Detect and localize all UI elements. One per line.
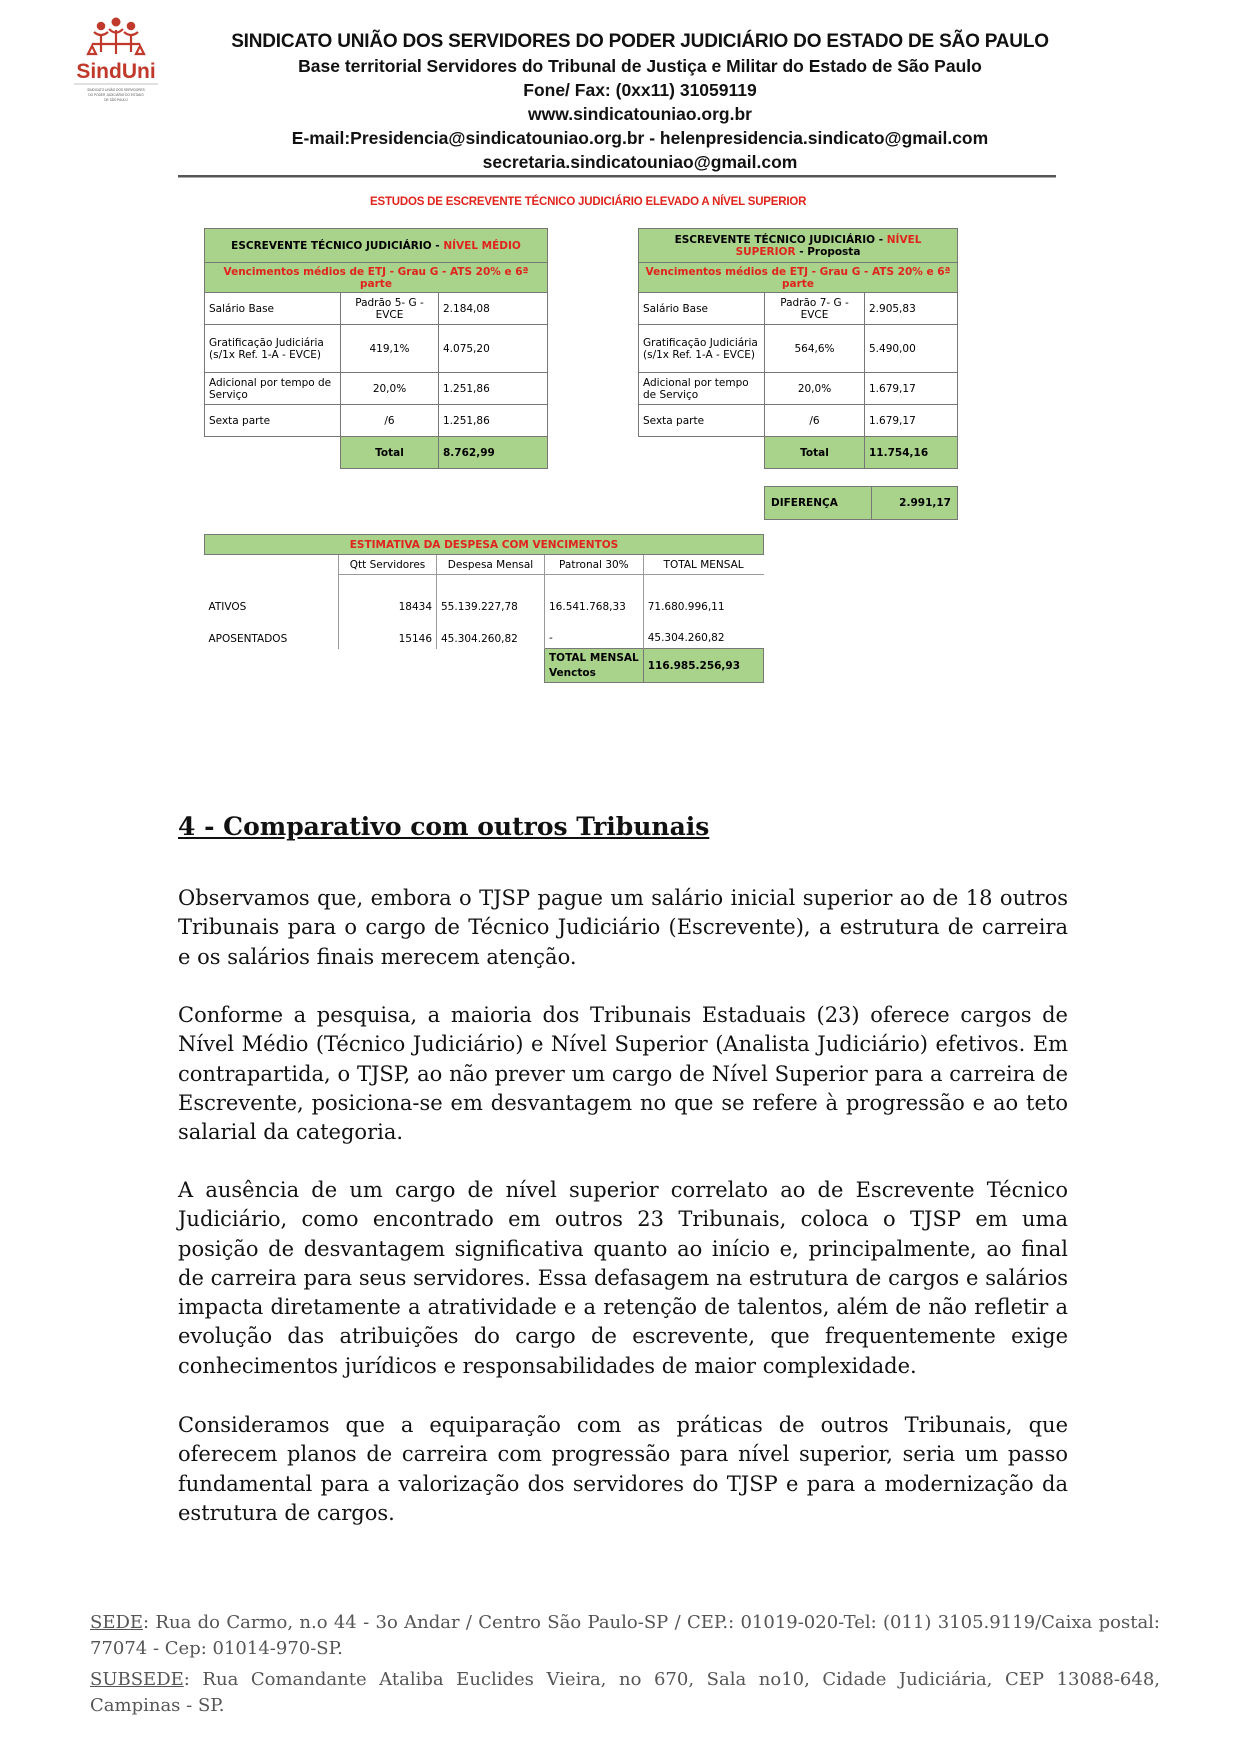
email-line-2[interactable]: secretaria.sindicatouniao@gmail.com [482, 152, 798, 172]
medio-title: ESCREVENTE TÉCNICO JUDICIÁRIO - NÍVEL MÉDIO [205, 229, 548, 263]
sinduni-logo [64, 16, 168, 108]
table-row: Adicional por tempo de Serviço 20,0% 1.251,86 [205, 373, 548, 405]
difference-label: DIFERENÇA [765, 487, 872, 520]
paragraph: A ausência de um cargo de nível superior correlato ao de Escrevente Técnico Judiciário, como encontrado em outros 23 Tribunais, coloca o TJSP em uma posição de desvantagem significativa quanto ao início e, principalmente, ao final de carreira para seus servidores. Essa defasagem na estrutura de cargos e salários impacta diretamente a atratividade e a retenção de talentos, além de não refletir a evolução das atribuições do cargo de escrevente, que frequentemente exige conhecimentos jurídicos e responsabilidades de maior complexidade. [178, 1178, 1068, 1378]
paragraph: Conforme a pesquisa, a maioria dos Tribunais Estaduais (23) oferece cargos de Nível Médio (Técnico Judiciário) e Nível Superior (Analista Judiciário) efetivos. Em contrapartida, o TJSP, ao não prever um cargo de Nível Superior para a carreira de Escrevente, posiciona-se em desvantagem no que se refere à progressão e ao teto salarial da categoria. [178, 1003, 1068, 1145]
base-territorial: Base territorial Servidores do Tribunal de Justiça e Militar do Estado de São Paulo [298, 56, 982, 76]
table-row: Gratificação Judiciária (s/1x Ref. 1-A - EVCE) 564,6% 5.490,00 [639, 325, 958, 373]
estimate-title: ESTIMATIVA DA DESPESA COM VENCIMENTOS [205, 535, 764, 555]
medio-subtitle: Vencimentos médios de ETJ - Grau G - ATS 20% e 6ª parte [205, 263, 548, 293]
table-estimativa [204, 534, 764, 683]
table-row: Salário Base Padrão 5- G - EVCE 2.184,08 [205, 293, 548, 325]
table-row-total: Total 11.754,16 [639, 437, 958, 469]
table-row-total: Total 8.762,99 [205, 437, 548, 469]
subsede-address: : Rua Comandante Ataliba Euclides Vieira, no 670, Sala no10, Cidade Judiciária, CEP 13088-648, Campinas - SP. [90, 1669, 1160, 1716]
logo-text: SindUni [76, 60, 156, 83]
sede-label: SEDE [90, 1612, 144, 1633]
table-row: Gratificação Judiciária (s/1x Ref. 1-A - EVCE) 419,1% 4.075,20 [205, 325, 548, 373]
difference-value: 2.991,17 [871, 487, 957, 520]
table-nivel-superior [638, 228, 958, 469]
table-row: ATIVOS 18434 55.139.227,78 16.541.768,33 71.680.996,11 [205, 597, 764, 617]
table-row: Sexta parte /6 1.679,17 [639, 405, 958, 437]
table-nivel-medio [204, 228, 548, 469]
study-title: ESTUDOS DE ESCREVENTE TÉCNICO JUDICIÁRIO ELEVADO A NÍVEL SUPERIOR [370, 196, 807, 208]
footer-subsede [90, 1667, 1160, 1719]
superior-subtitle: Vencimentos médios de ETJ - Grau G - ATS 20% e 6ª parte [639, 263, 958, 293]
email-line-1[interactable]: E-mail:Presidencia@sindicatouniao.org.br - helenpresidencia.sindicato@gmail.com [291, 128, 989, 148]
paragraph: Observamos que, embora o TJSP pague um salário inicial superior ao de 18 outros Tribunais para o cargo de Técnico Judiciário (Escrevente), a estrutura de carreira e os salários finais merecem atenção. [178, 886, 1068, 969]
table-row-total: TOTAL MENSAL Venctos 116.985.256,93 [205, 649, 764, 683]
section-title: 4 - Comparativo com outros Tribunais [178, 812, 710, 841]
table-row: Salário Base Padrão 7- G - EVCE 2.905,83 [639, 293, 958, 325]
svg-text:DE SÃO PAULO: DE SÃO PAULO [104, 98, 128, 102]
difference-box [764, 486, 958, 520]
table-row: Adicional por tempo de Serviço 20,0% 1.679,17 [639, 373, 958, 405]
salary-study-figure [0, 190, 1240, 680]
footer-sede [90, 1610, 1160, 1662]
table-row: Sexta parte /6 1.251,86 [205, 405, 548, 437]
sinduni-logo-mark [64, 16, 168, 108]
superior-title: ESCREVENTE TÉCNICO JUDICIÁRIO - NÍVEL SUPERIOR - Proposta [639, 229, 958, 263]
table-row: APOSENTADOS 15146 45.304.260,82 - 45.304.260,82 [205, 629, 764, 649]
sede-address: : Rua do Carmo, n.o 44 - 3o Andar / Centro São Paulo-SP / CEP.: 01019-020-Tel: (011) 3105.9119/Caixa postal: 77074 - Cep: 01014-970-SP. [90, 1612, 1160, 1659]
subsede-label: SUBSEDE [90, 1669, 184, 1690]
estimate-header-row: Qtt Servidores Despesa Mensal Patronal 30% TOTAL MENSAL [205, 555, 764, 575]
svg-text:SINDICATO UNIÃO DOS SERVIDORES: SINDICATO UNIÃO DOS SERVIDORES [87, 88, 145, 92]
phone: Fone/ Fax: (0xx11) 31059119 [523, 80, 757, 100]
org-name: SINDICATO UNIÃO DOS SERVIDORES DO PODER JUDICIÁRIO DO ESTADO DE SÃO PAULO [231, 31, 1049, 52]
paragraph: Consideramos que a equiparação com as práticas de outros Tribunais, que oferecem planos de carreira com progressão para nível superior, seria um passo fundamental para a valorização dos servidores do TJSP e para a modernização da estrutura de cargos. [178, 1413, 1068, 1525]
website[interactable]: www.sindicatouniao.org.br [528, 104, 752, 124]
header-divider [178, 175, 1056, 178]
letterhead [170, 30, 1110, 174]
svg-text:DO PODER JUDICIÁRIO DO ESTADO: DO PODER JUDICIÁRIO DO ESTADO [88, 93, 144, 97]
